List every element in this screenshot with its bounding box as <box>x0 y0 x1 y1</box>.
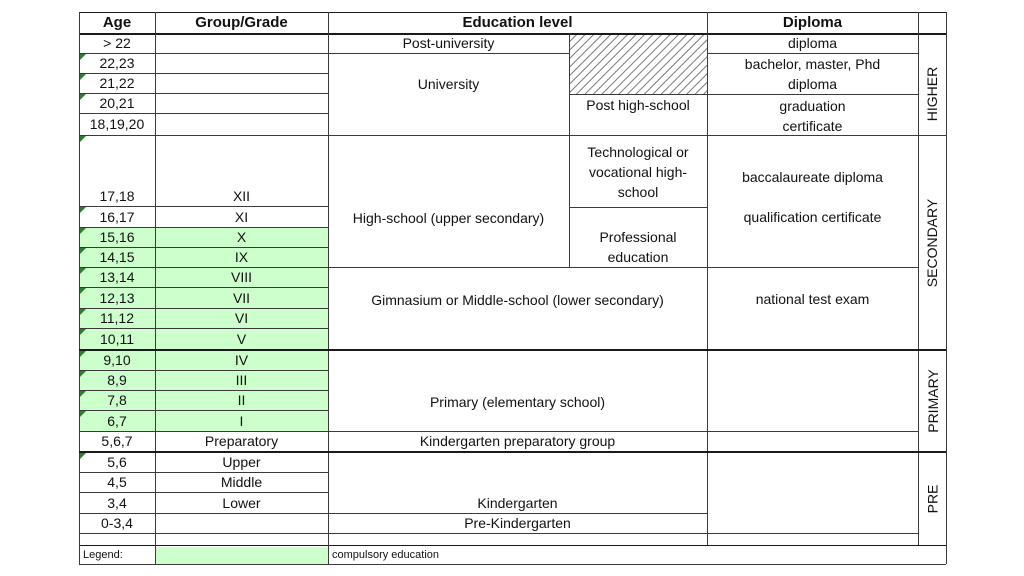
stage-higher: HIGHER <box>924 66 941 122</box>
age-cell: 13,14 <box>99 269 135 285</box>
age-cell: 15,16 <box>99 229 135 245</box>
grade-cell: IV <box>234 352 249 368</box>
legend-text: compulsory education <box>332 549 440 561</box>
grade-cell: VIII <box>230 269 252 285</box>
border-right <box>946 12 947 564</box>
age-cell: 6,7 <box>107 412 127 429</box>
diploma-post-university: diploma <box>787 35 838 51</box>
stage-primary: PRIMARY <box>924 369 941 433</box>
age-cell: 22,23 <box>99 55 135 71</box>
diploma-bachelor: bachelor, master, Phd diploma <box>744 55 881 92</box>
grade-cell: Preparatory <box>204 433 279 449</box>
age-cell: 16,17 <box>99 208 135 225</box>
age-cell: 18,19,20 <box>89 116 145 132</box>
age-cell: 5,6,7 <box>101 433 133 449</box>
edu-high-school: High-school (upper secondary) <box>352 209 545 226</box>
legend-bottom <box>79 564 946 565</box>
col-edu-diploma <box>707 12 708 545</box>
grade-cell: Upper <box>222 454 261 470</box>
age-cell: 8,9 <box>107 372 127 388</box>
header-group-grade: Group/Grade <box>195 13 288 31</box>
age-cell: 9,10 <box>103 352 131 368</box>
edu-university: University <box>417 76 480 92</box>
edu-line <box>569 207 707 208</box>
age-cell: 0-3,4 <box>101 515 133 531</box>
age-cell: 11,12 <box>100 310 134 326</box>
row-line <box>79 533 919 534</box>
edu-post-high-school: Post high-school <box>586 97 690 113</box>
grade-cell: I <box>239 412 244 429</box>
grade-cell: VI <box>234 310 249 326</box>
grade-cell: VII <box>232 289 251 306</box>
grade-cell: III <box>235 372 248 388</box>
age-cell: 3,4 <box>107 494 127 511</box>
age-cell: 5,6 <box>107 454 127 470</box>
grade-cell: Middle <box>220 474 263 490</box>
grade-cell: X <box>236 229 247 245</box>
diploma-graduation: graduation certificate <box>779 97 846 134</box>
diploma-national-test: national test exam <box>755 291 870 307</box>
edu-post-university: Post-university <box>402 35 495 51</box>
edu-professional: Professional education <box>599 229 677 265</box>
grade-cell: XII <box>232 188 251 204</box>
age-cell: 10,11 <box>100 330 134 347</box>
age-cell: 7,8 <box>107 392 127 408</box>
edu-kindergarten: Kindergarten <box>477 495 558 511</box>
stage-pre: PRE <box>924 484 941 514</box>
grade-cell: Lower <box>222 494 261 511</box>
age-cell: 12,13 <box>99 289 135 306</box>
edu-primary: Primary (elementary school) <box>429 393 606 410</box>
grade-cell: IX <box>234 249 249 265</box>
cell-marker <box>80 136 86 142</box>
edu-tech-vocational: Technological or vocational high-school <box>587 143 689 200</box>
legend-swatch <box>155 547 328 564</box>
diploma-qualification: qualification certificate <box>743 209 882 225</box>
age-cell: 14,15 <box>99 249 135 265</box>
age-cell: 4,5 <box>107 474 127 490</box>
age-cell: 17,18 <box>99 188 135 204</box>
header-diploma: Diploma <box>782 13 843 31</box>
age-cell: > 22 <box>103 35 131 51</box>
diploma-baccalaureate: baccalaureate diploma <box>742 169 883 185</box>
legend-line <box>155 545 156 565</box>
grade-cell: V <box>236 330 247 347</box>
age-cell: 21,22 <box>99 75 135 91</box>
age-cell: 20,21 <box>99 95 135 111</box>
stage-secondary: SECONDARY <box>924 198 941 287</box>
header-education-level: Education level <box>462 13 573 31</box>
edu-kg-preparatory: Kindergarten preparatory group <box>419 433 616 449</box>
legend-label: Legend: <box>83 549 123 561</box>
header-age: Age <box>102 13 132 31</box>
col-edu-split <box>569 33 570 268</box>
hatched-cell <box>569 33 707 94</box>
edu-gymnasium: Gimnasium or Middle-school (lower secondary) <box>371 292 664 308</box>
grade-cell: XI <box>234 208 249 225</box>
edu-pre-kindergarten: Pre-Kindergarten <box>464 515 571 531</box>
grade-cell: II <box>237 392 246 408</box>
